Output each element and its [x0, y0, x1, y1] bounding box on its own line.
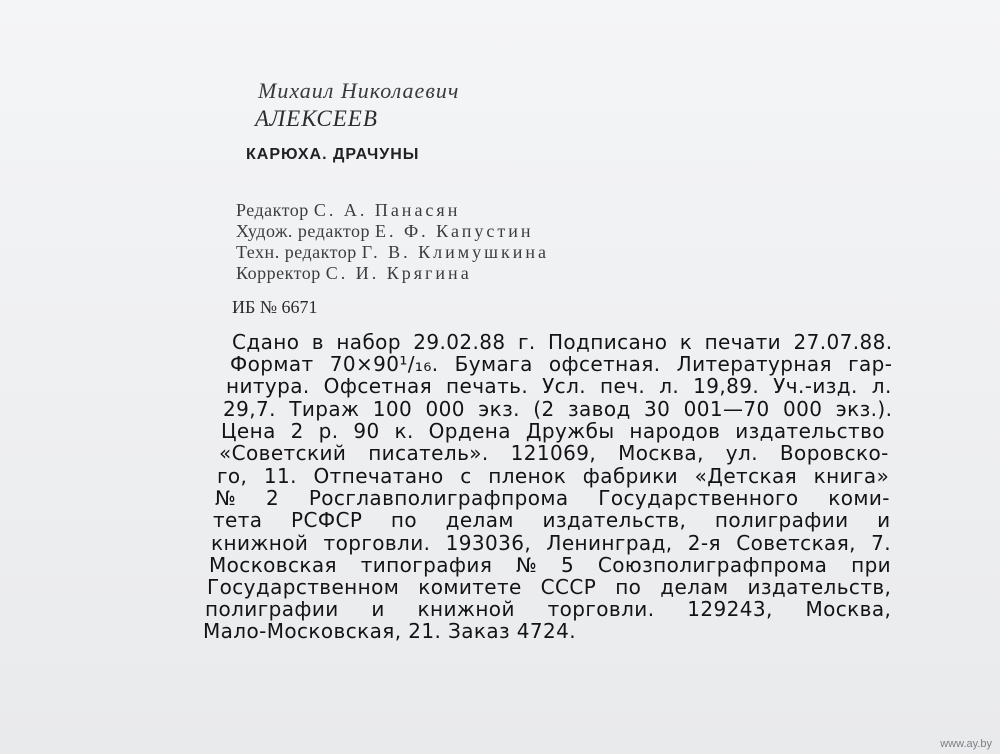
imprint-line: 29,7. Тираж 100 000 экз. (2 завод 30 001—70 000 экз.).: [223, 397, 893, 421]
credit-person: Г. В. Климушкина: [361, 242, 549, 262]
author-first-name: Михаил Николаевич: [258, 78, 460, 103]
credit-proofreader: [236, 263, 472, 284]
credit-role: Худож. редактор: [236, 221, 370, 241]
imprint-line: № 2 Росглавполиграфпрома Государственного коми-: [215, 486, 890, 510]
book-title: КАРЮХА. ДРАЧУНЫ: [246, 146, 420, 163]
credit-art-editor: [236, 221, 533, 242]
credit-person: С. И. Крягина: [325, 263, 472, 283]
imprint-line: нитура. Офсетная печать. Усл. печ. л. 19,89. Уч.-изд. л.: [226, 374, 892, 398]
credit-person: Е. Ф. Капустин: [374, 221, 534, 241]
credit-person: С. А. Панасян: [313, 200, 461, 220]
author-surname: АЛЕКСЕЕВ: [255, 106, 378, 131]
credit-role: Корректор: [236, 263, 321, 283]
credit-role: Редактор: [236, 200, 309, 220]
credit-editor: [236, 200, 460, 221]
imprint-line: тета РСФСР по делам издательств, полиграфии и: [213, 508, 891, 532]
imprint-line: Цена 2 р. 90 к. Ордена Дружбы народов издательство: [221, 419, 885, 443]
credit-tech-editor: [236, 242, 549, 263]
imprint-line: книжной торговли. 193036, Ленинград, 2-я Советская, 7.: [211, 531, 892, 555]
imprint-line: го, 11. Отпечатано с пленок фабрики «Детская книга»: [217, 464, 890, 488]
imprint-line: полиграфии и книжной торговли. 129243, Москва,: [205, 597, 892, 621]
credit-role: Техн. редактор: [236, 242, 357, 262]
imprint-line: Сдано в набор 29.02.88 г. Подписано к печати 27.07.88.: [232, 330, 893, 354]
imprint-line: Московская типография № 5 Союзполиграфпрома при: [209, 553, 892, 577]
imprint-line: Формат 70×90¹/₁₆. Бумага офсетная. Литературная гар-: [230, 352, 893, 376]
imprint-line: Мало-Московская, 21. Заказ 4724.: [203, 619, 577, 643]
ib-number: ИБ № 6671: [232, 297, 318, 317]
imprint-line: Государственном комитете СССР по делам издательств,: [207, 575, 892, 599]
site-watermark: www.ay.by: [940, 738, 992, 750]
imprint-line: «Советский писатель». 121069, Москва, ул. Воровско-: [219, 441, 889, 465]
